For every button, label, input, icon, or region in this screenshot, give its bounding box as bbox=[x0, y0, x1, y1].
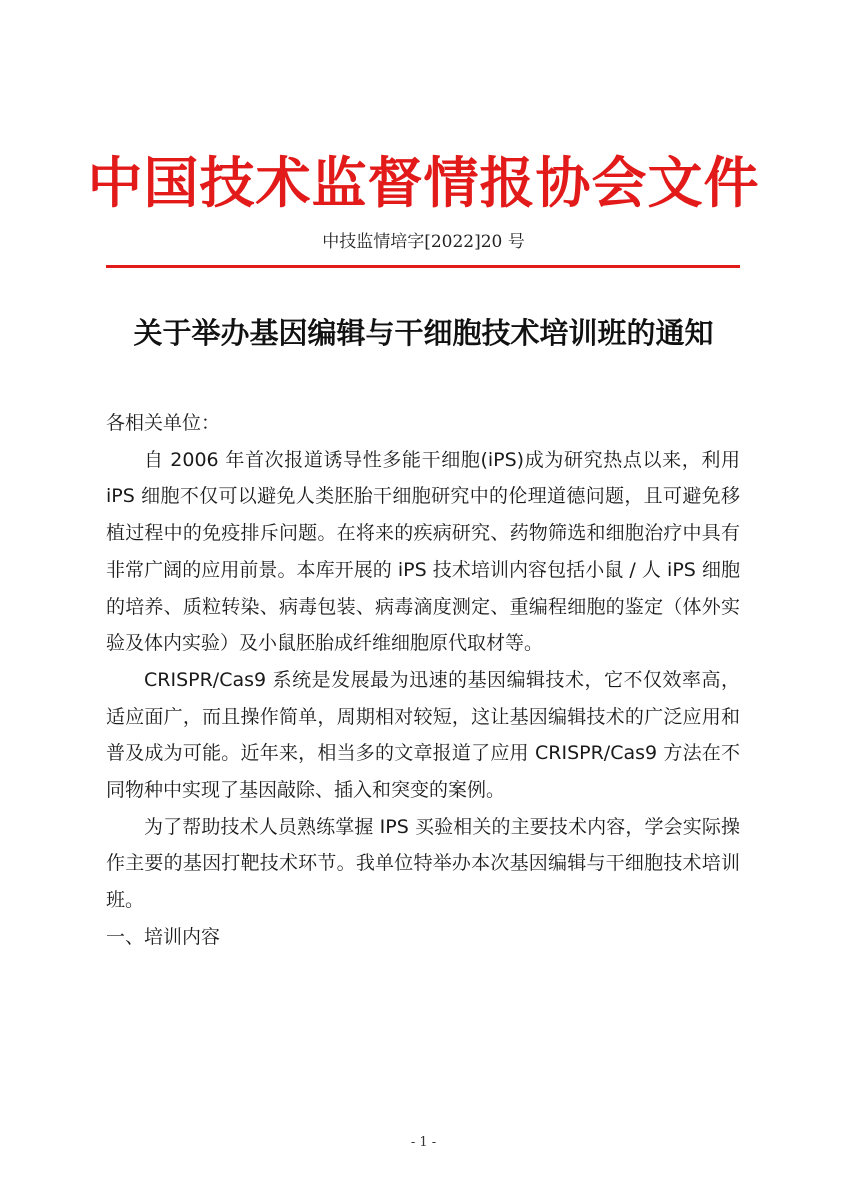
body-paragraph-2: CRISPR/Cas9 系统是发展最为迅速的基因编辑技术，它不仅效率高，适应面广，而且操作简单，周期相对较短，这让基因编辑技术的广泛应用和普及成为可能。近年来，相当多的文章报道了应用 CRISPR/Cas9 方法在不同物种中实现了基因敲除、插入和突变的案例。 bbox=[106, 668, 740, 802]
document-header-title: 中国技术监督情报协会文件 bbox=[87, 150, 760, 215]
notice-title: 关于举办基因编辑与干细胞技术培训班的通知 bbox=[133, 316, 714, 350]
section-heading: 一、培训内容 bbox=[106, 925, 221, 948]
document-body bbox=[106, 405, 740, 956]
header-divider bbox=[106, 265, 740, 268]
body-paragraph-1: 自 2006 年首次报道诱导性多能干细胞(iPS)成为研究热点以来，利用 iPS 细胞不仅可以避免人类胚胎干细胞研究中的伦理道德问题，且可避免移植过程中的免疫排斥问题。在将来的疾病研究、药物筛选和细胞治疗中具有非常广阔的应用前景。本库开展的 iPS 技术培训内容包括小鼠 / 人 iPS 细胞的培养、质粒转染、病毒包装、病毒滴度测定、重编程细胞的鉴定（体外实验及体内实验）及小鼠胚胎成纤维细胞原代取材等。 bbox=[106, 448, 740, 655]
document-number: 中技监情培字[2022]20 号 bbox=[322, 232, 525, 252]
body-paragraph-3: 为了帮助技术人员熟练掌握 IPS 买验相关的主要技术内容，学会实际操作主要的基因打靶技术环节。我单位特举办本次基因编辑与干细胞技术培训班。 bbox=[106, 815, 740, 912]
page-number: - 1 - bbox=[410, 1135, 437, 1150]
salutation: 各相关单位： bbox=[106, 412, 221, 434]
